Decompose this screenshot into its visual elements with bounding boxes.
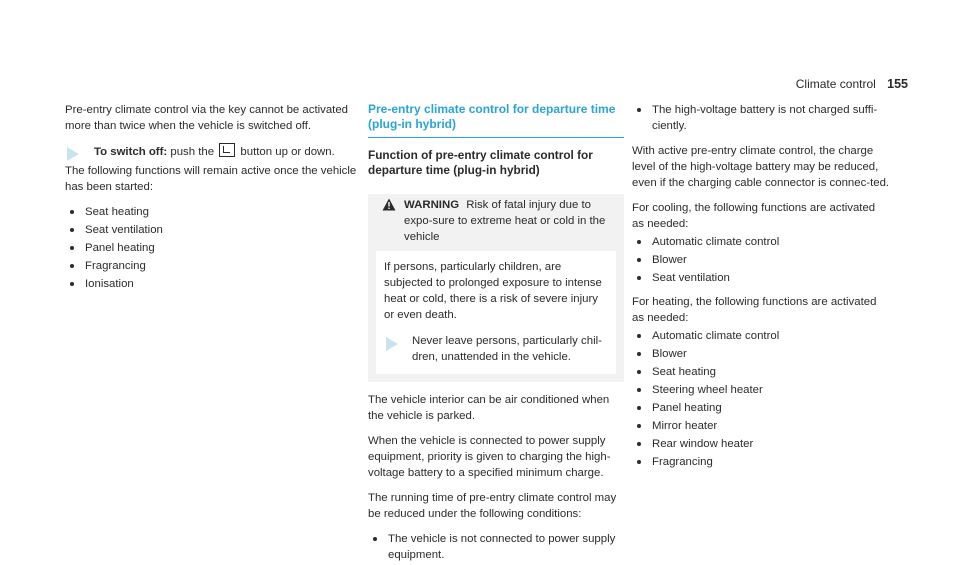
step-text-pre: push the xyxy=(170,146,215,158)
list-item: Panel heating xyxy=(65,240,361,256)
warning-title: WARNING xyxy=(404,199,460,211)
list-item: Blower xyxy=(632,346,890,362)
list-item: The vehicle is not connected to power supply equipment. xyxy=(368,531,624,563)
intro-paragraph: Pre-entry climate control via the key cannot be activated more than twice when the vehicle is switched off. xyxy=(65,104,349,132)
warning-box xyxy=(368,194,624,382)
column-middle xyxy=(368,102,624,565)
column-right xyxy=(632,102,890,472)
subsection-heading: Function of pre-entry climate control for departure time (plug-in hybrid) xyxy=(368,148,593,177)
warning-action-text: Never leave persons, particularly chil-dren, unattended in the vehicle. xyxy=(412,335,602,363)
list-item: Fragrancing xyxy=(65,258,361,274)
warning-action-step xyxy=(384,333,602,365)
warning-triangle-icon xyxy=(382,198,396,211)
list-item: Rear window heater xyxy=(632,436,890,452)
active-functions-note: The following functions will remain active once the vehicle has been started: xyxy=(65,165,357,193)
paragraph-parked: The vehicle interior can be air conditioned when the vehicle is parked. xyxy=(368,394,610,422)
list-item: Seat ventilation xyxy=(65,222,361,238)
step-text-post: button up or down. xyxy=(240,146,335,158)
paragraph-priority: When the vehicle is connected to power supply equipment, priority is given to charging the high-voltage battery to a specified minimum charge. xyxy=(368,435,611,479)
heating-functions-list xyxy=(632,328,890,470)
warning-body-text: If persons, particularly children, are subjected to prolonged exposure to intense heat or cold, there is a risk of severe injury or even death. xyxy=(384,261,602,321)
active-functions-list xyxy=(65,204,361,292)
arrow-right-icon xyxy=(384,336,400,352)
list-item: Automatic climate control xyxy=(632,328,890,344)
cooling-functions-list xyxy=(632,234,890,286)
paragraph-cooling: For cooling, the following functions are activated as needed: xyxy=(632,202,876,230)
list-item: Blower xyxy=(632,252,890,268)
warning-body xyxy=(376,251,616,374)
seat-climate-button-icon xyxy=(219,143,235,157)
list-item: Panel heating xyxy=(632,400,890,416)
list-item: Seat ventilation xyxy=(632,270,890,286)
section-title: Climate control xyxy=(795,77,876,91)
list-item: Automatic climate control xyxy=(632,234,890,250)
switch-off-step xyxy=(65,143,361,160)
page-header xyxy=(796,76,908,92)
arrow-right-icon xyxy=(65,146,81,162)
paragraph-heating: For heating, the following functions are activated as needed: xyxy=(632,296,877,324)
paragraph-charge-level: With active pre-entry climate control, the charge level of the high-voltage battery may be reduced, even if the charging cable connector is connec-ted. xyxy=(632,145,890,189)
list-item: Ionisation xyxy=(65,276,361,292)
list-item: Steering wheel heater xyxy=(632,382,890,398)
section-heading: Pre-entry climate control for departure time (plug-in hybrid) xyxy=(368,102,616,131)
list-item: Mirror heater xyxy=(632,418,890,434)
warning-header xyxy=(368,194,624,251)
heading-divider xyxy=(368,137,624,138)
column-left xyxy=(65,102,361,294)
list-item: Seat heating xyxy=(65,204,361,220)
warning-title-text: Risk of fatal injury due to expo-sure to extreme heat or cold in the vehicle xyxy=(404,199,606,243)
list-item: Fragrancing xyxy=(632,454,890,470)
step-label: To switch off: xyxy=(94,146,168,158)
list-item: Seat heating xyxy=(632,364,890,380)
page-number: 155 xyxy=(887,77,908,91)
list-item: The high-voltage battery is not charged suffi-ciently. xyxy=(632,102,890,134)
paragraph-running-time: The running time of pre-entry climate control may be reduced under the following conditions: xyxy=(368,492,617,520)
